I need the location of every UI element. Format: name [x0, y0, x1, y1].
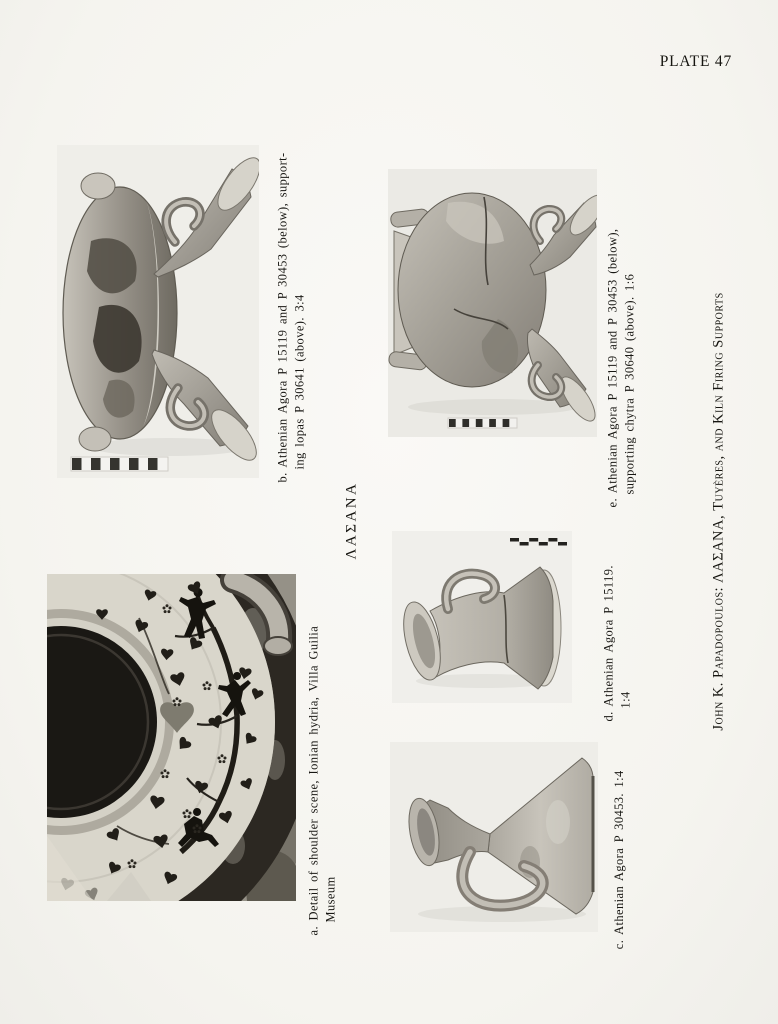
caption-b-line1: b. Athenian Agora P 15119 and P 30453 (below), support- [275, 152, 290, 483]
chytra-vessel [388, 193, 546, 387]
caption-a-line1: a. Detail of shoulder scene, Ionian hydria, Villa Guilia [306, 625, 321, 936]
photo-b-image [57, 145, 259, 478]
caption-a [306, 572, 339, 936]
caption-b [275, 137, 308, 483]
caption-d-line2: 1:4 [618, 691, 632, 709]
photo-d [392, 531, 572, 703]
caption-b-line2: ing lopas P 30641 (above). 3:4 [292, 294, 306, 470]
caption-d [601, 532, 634, 722]
scale-bar [448, 418, 517, 428]
credit-line: John K. Papadopoulos: ΛΑΣΑΝΑ, Tuyères, and Kiln Firing Supports [710, 292, 727, 731]
scale-bar [71, 457, 168, 471]
photo-c-image [390, 742, 598, 932]
caption-e-line2: supporting chytra P 30640 (above). 1:6 [622, 273, 636, 495]
caption-e [605, 162, 638, 508]
photo-a-image [47, 574, 296, 901]
photo-e-image [388, 169, 597, 437]
caption-c-line1: c. Athenian Agora P 30453. 1:4 [611, 770, 626, 950]
photo-a [47, 574, 296, 901]
photo-c [390, 742, 598, 932]
section-label: ΛΑΣΑΝΑ [343, 481, 360, 560]
photo-b [57, 145, 259, 478]
photo-d-image [392, 531, 572, 703]
plate-number: PLATE 47 [659, 53, 732, 70]
caption-c [611, 735, 628, 949]
photo-e [388, 169, 597, 437]
caption-a-line2: Museum [323, 876, 337, 923]
caption-d-line1: d. Athenian Agora P 15119. [601, 565, 616, 722]
caption-e-line1: e. Athenian Agora P 15119 and P 30453 (below), [605, 228, 620, 508]
